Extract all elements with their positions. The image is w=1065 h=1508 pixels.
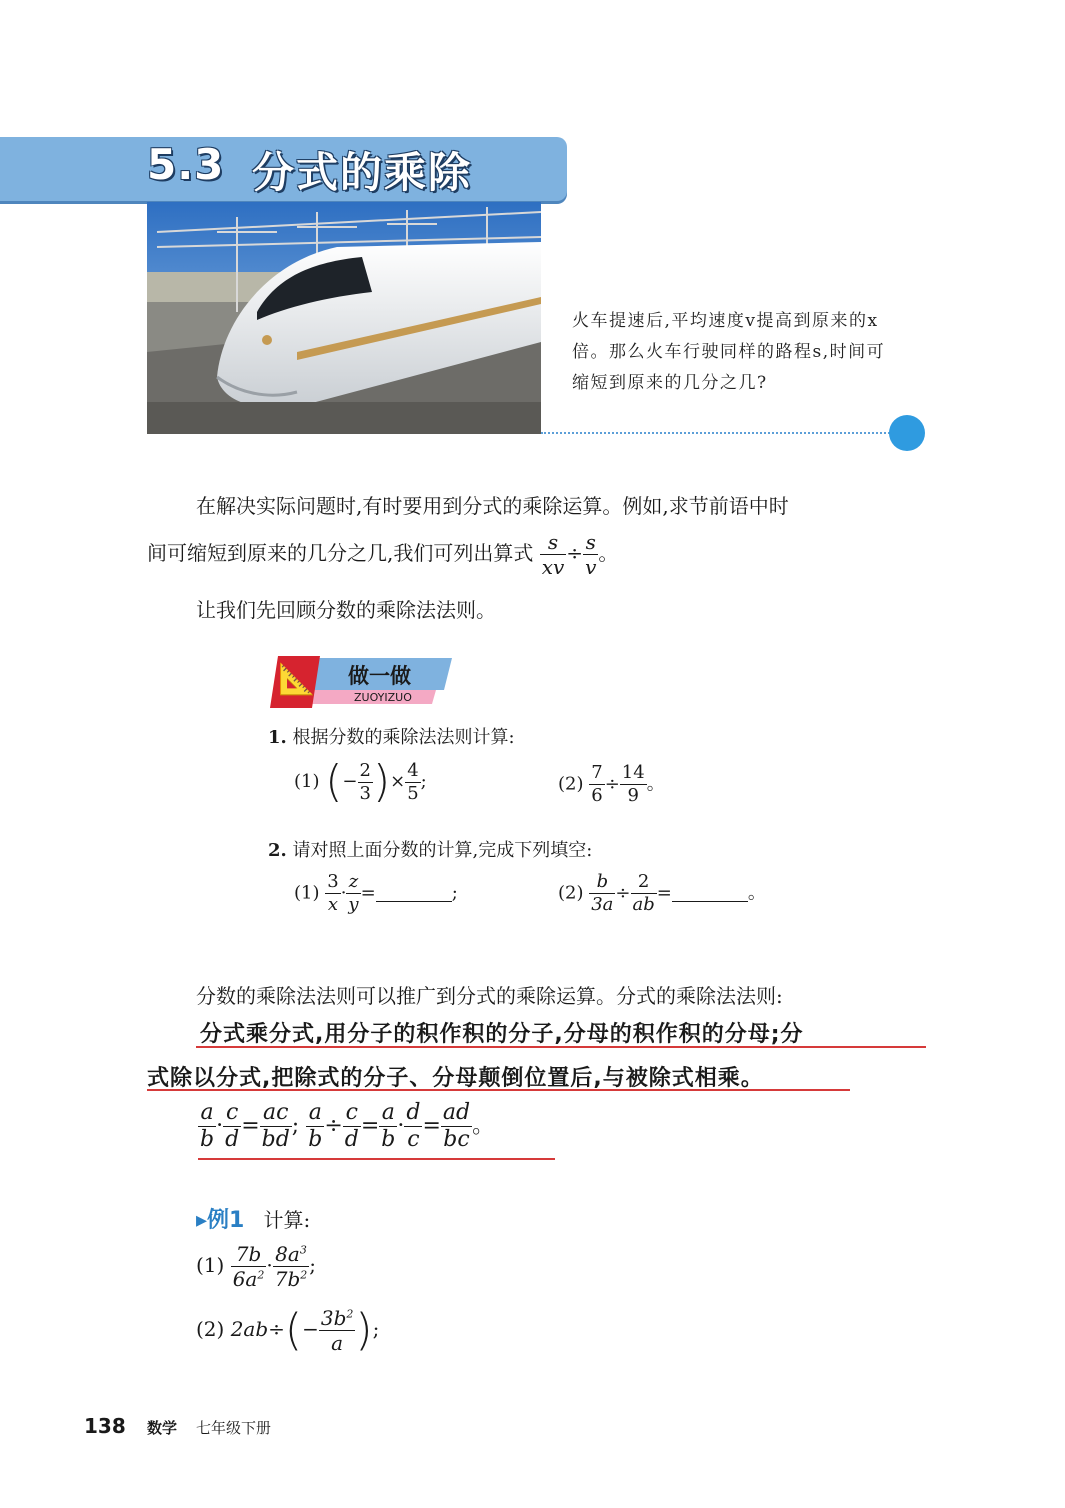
paragraph-3: 分数的乘除法法则可以推广到分式的乘除运算。分式的乘除法法则: — [196, 984, 783, 1008]
footer-subject: 数学 — [147, 1419, 178, 1437]
rule-line-2: 式除以分式,把除式的分子、分母颠倒位置后,与被除式相乘。 — [147, 1066, 764, 1091]
rule-line-1: 分式乘分式,用分子的积作积的分子,分母的积作积的分母;分 — [200, 1022, 804, 1047]
formula-underline — [198, 1158, 555, 1160]
paragraph-1-line-1: 在解决实际问题时,有时要用到分式的乘除运算。例如,求节前语中时 — [196, 494, 789, 518]
example-1-part-2: (2) 2ab÷(− $\frac{3b^2}{a}$ ); — [196, 1304, 380, 1356]
section-title: 分式的乘除 — [252, 148, 473, 197]
answer-blank-2[interactable] — [672, 885, 748, 902]
example-1-heading: ▸例1 计算: — [196, 1208, 311, 1233]
answer-blank-1[interactable] — [376, 885, 452, 902]
page-number: 138 — [84, 1414, 126, 1438]
blue-dot-decoration — [889, 415, 925, 451]
fraction-s-over-v: $\frac{s}{v}$ — [585, 530, 597, 579]
question-2-part-1: (1) $\frac{3}{x}$ · $\frac{z}{y}$ = ; — [294, 871, 458, 915]
paragraph-2: 让我们先回顾分数的乘除法法则。 — [196, 598, 496, 622]
question-2: 2. 请对照上面分数的计算,完成下列填空: — [268, 840, 593, 861]
rule-underline-1 — [196, 1046, 926, 1048]
example-1-part-1: (1) $\frac{7b}{6a^2}$ · $\frac{8a^3}{7b^2}$ ; — [196, 1242, 316, 1291]
activity-title: 做一做 — [348, 664, 411, 688]
question-1: 1. 根据分数的乘除法法则计算: — [268, 727, 515, 748]
fraction-s-over-xv: $\frac{s}{xv}$ — [541, 530, 565, 579]
dotted-divider — [541, 432, 894, 434]
footer-book: 七年级下册 — [196, 1419, 272, 1437]
intro-question: 火车提速后,平均速度v提高到原来的x倍。那么火车行驶同样的路程s,时间可缩短到原来的几分之几? — [572, 311, 886, 393]
question-1-part-2: (2) $\frac{7}{6}$ ÷ $\frac{14}{9}$ 。 — [558, 762, 665, 806]
train-photo — [147, 202, 541, 434]
activity-badge — [268, 656, 454, 708]
question-1-part-1: (1) (− $\frac{2}{3}$ )× $\frac{4}{5}$ ; — [294, 756, 427, 807]
rule-formula: $\frac{a}{b}$ · $\frac{c}{d}$ = $\frac{ac}{bd}$ ; $\frac{a}{b}$ ÷ $\frac{c}{d}$ = $\frac{a}{b}$ · $\frac{d}{c}$ = $\frac{ad}{bc}$ 。 — [200, 1100, 495, 1152]
rule-underline-2 — [147, 1089, 850, 1091]
paragraph-1-line-2: 间可缩短到原来的几分之几,我们可列出算式 $\frac{s}{xv}$ ÷ $\frac{s}{v}$ 。 — [147, 530, 619, 579]
activity-pinyin: ZUOYIZUO — [354, 691, 412, 704]
question-2-part-2: (2) $\frac{b}{3a}$ ÷ $\frac{2}{ab}$ = 。 — [558, 871, 766, 915]
section-number: 5.3 — [147, 140, 225, 189]
ruler-triangle-icon: 📐 — [278, 662, 316, 697]
